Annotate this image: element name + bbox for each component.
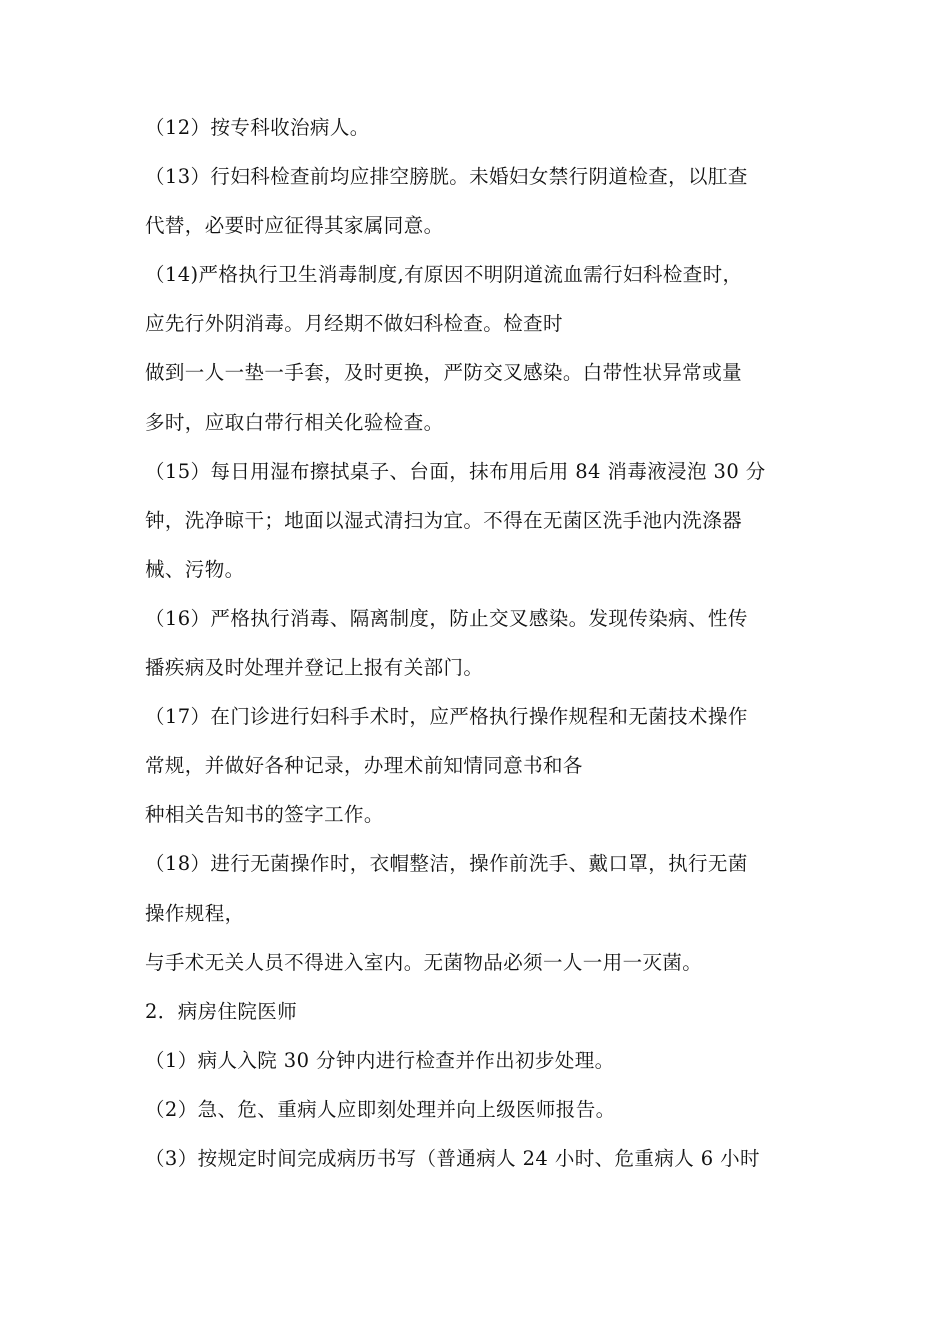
paragraph-line: （13）行妇科检查前均应排空膀胱。未婚妇女禁行阴道检查，以肛查 (145, 165, 748, 189)
paragraph-line: 械、污物。 (145, 557, 245, 581)
paragraph-line: 做到一人一垫一手套，及时更换，严防交叉感染。白带性状异常或量 (145, 361, 743, 385)
paragraph-line: 种相关告知书的签字工作。 (145, 803, 384, 827)
section-heading: 2．病房住院医师 (145, 999, 298, 1023)
paragraph-line: （1）病人入院 30 分钟内进行检查并作出初步处理。 (145, 1048, 615, 1072)
paragraph-line: （3）按规定时间完成病历书写（普通病人 24 小时、危重病人 6 小时 (145, 1146, 760, 1170)
paragraph-line: （12）按专科收治病人。 (145, 116, 370, 139)
paragraph-line: （16）严格执行消毒、隔离制度，防止交叉感染。发现传染病、性传 (145, 606, 748, 630)
paragraph-line: 操作规程， (145, 901, 245, 925)
paragraph-line: （18）进行无菌操作时，衣帽整洁，操作前洗手、戴口罩，执行无菌 (145, 852, 748, 876)
paragraph-line: （17）在门诊进行妇科手术时，应严格执行操作规程和无菌技术操作 (145, 705, 748, 729)
paragraph-line: （14)严格执行卫生消毒制度,有原因不明阴道流血需行妇科检查时， (145, 263, 743, 287)
paragraph-line: 钟，洗净晾干；地面以湿式清扫为宜。不得在无菌区洗手池内洗涤器 (145, 508, 743, 532)
paragraph-line: 与手术无关人员不得进入室内。无菌物品必须一人一用一灭菌。 (145, 950, 703, 974)
paragraph-line: （15）每日用湿布擦拭桌子、台面，抹布用后用 84 消毒液浸泡 30 分 (145, 459, 766, 483)
paragraph-line: 应先行外阴消毒。月经期不做妇科检查。检查时 (145, 312, 563, 336)
paragraph-line: 代替，必要时应征得其家属同意。 (145, 214, 444, 238)
paragraph-line: 播疾病及时处理并登记上报有关部门。 (145, 656, 484, 680)
paragraph-line: 常规，并做好各种记录，办理术前知情同意书和各 (145, 754, 583, 778)
paragraph-line: 多时，应取白带行相关化验检查。 (145, 410, 444, 434)
document-body (145, 116, 815, 1196)
paragraph-line: （2）急、危、重病人应即刻处理并向上级医师报告。 (145, 1097, 616, 1121)
